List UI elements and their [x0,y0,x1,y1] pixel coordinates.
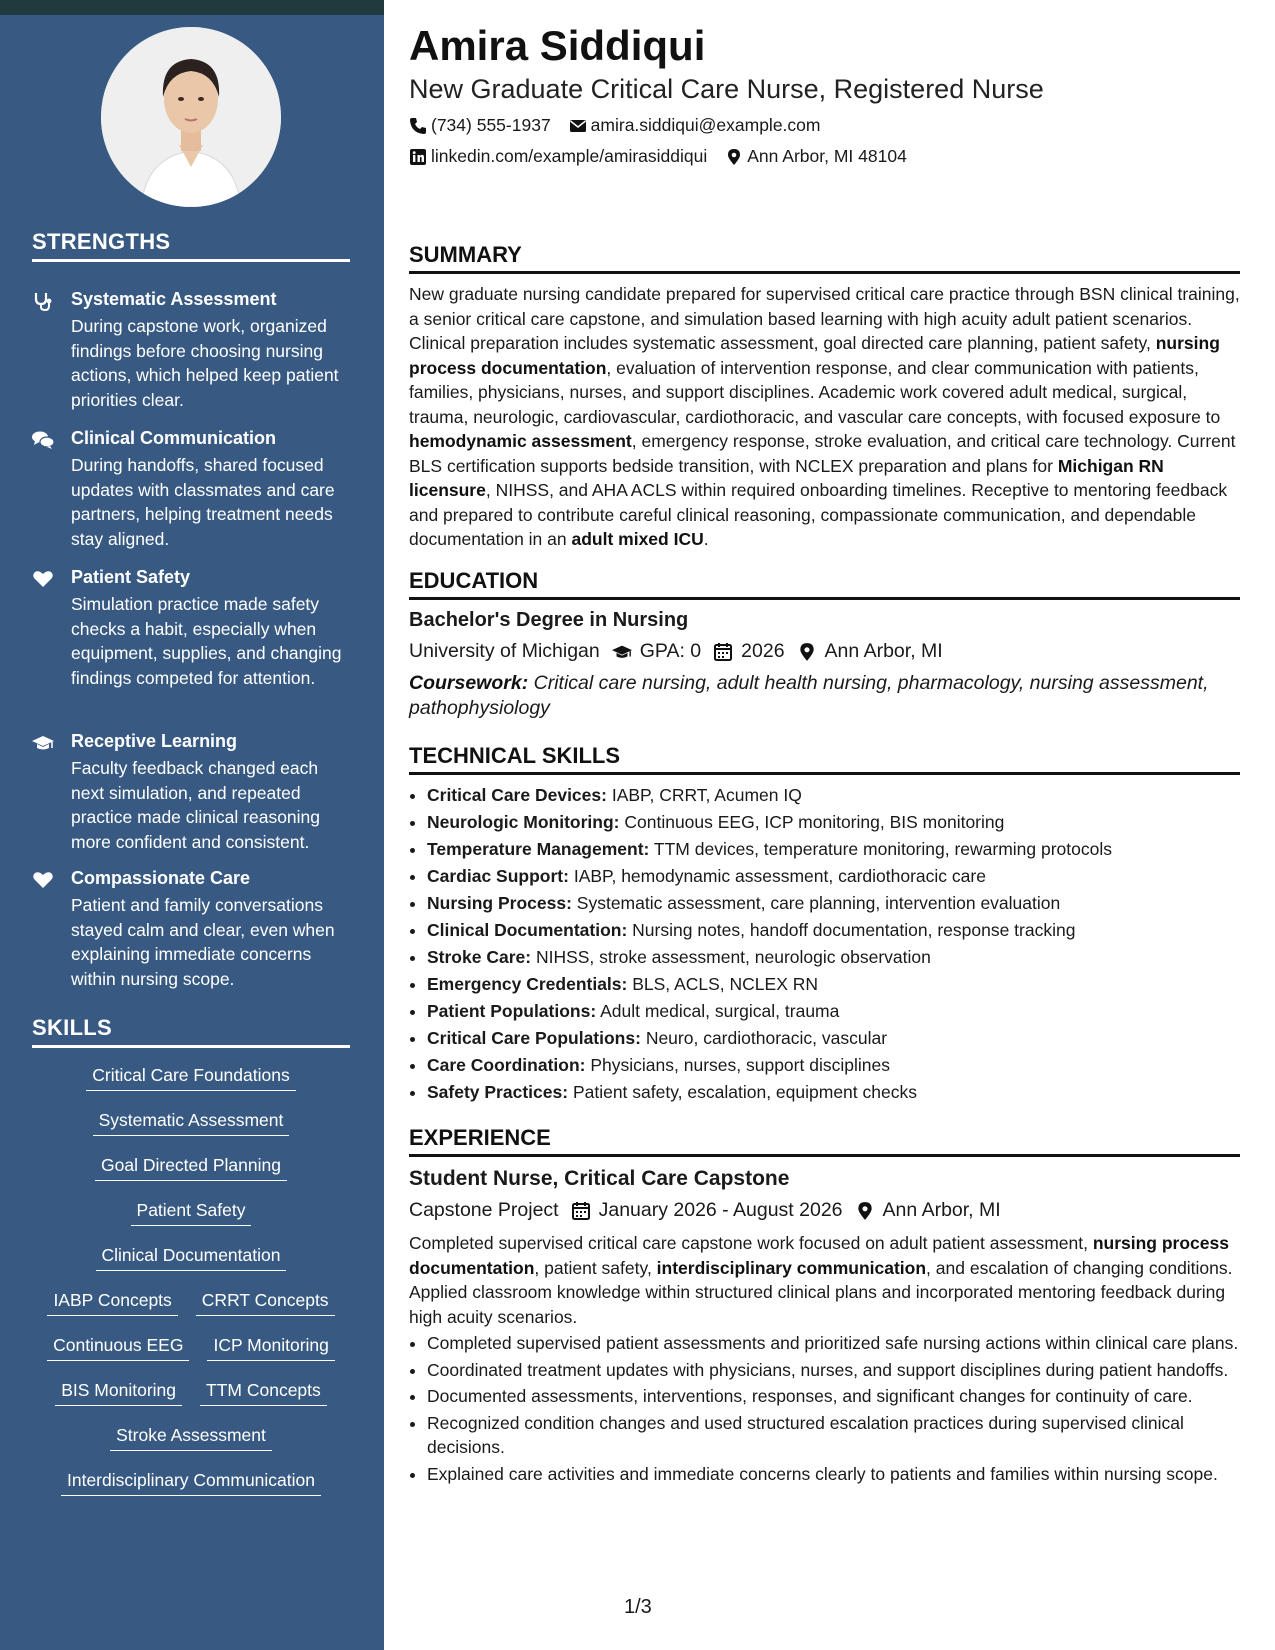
skills-row [32,1110,350,1136]
school-name: University of Michigan [409,640,600,662]
skills-heading: SKILLS [32,1015,350,1048]
strength-description: During capstone work, organized findings before choosing nursing actions, which helped keep patient priorities clear. [71,316,339,410]
skills-row [32,1155,350,1181]
linkedin-url[interactable]: linkedin.com/example/amirasiddiqui [431,146,708,166]
skill-tag: BIS Monitoring [55,1380,182,1406]
list-item: • Neurologic Monitoring: Continuous EEG, ICP monitoring, BIS monitoring [427,809,1258,836]
organization: Capstone Project [409,1199,559,1221]
strength-title: Compassionate Care [71,868,251,888]
list-item: • Documented assessments, interventions, responses, and significant changes for continuity of care. [427,1384,1258,1409]
page-number: 1/3 [624,1596,652,1618]
education-meta [409,640,943,663]
list-item: • Explained care activities and immediate concerns clearly to patients and families within nursing scope. [427,1462,1258,1487]
list-item: • Emergency Credentials: BLS, ACLS, NCLEX RN [427,971,1258,998]
strengths-heading: STRENGTHS [32,229,350,262]
list-item: • Care Coordination: Physicians, nurses, support disciplines [427,1052,1258,1079]
skill-tag: Patient Safety [131,1200,252,1226]
map-pin-icon [797,642,817,662]
heart-icon [32,870,54,890]
skills-row [32,1425,350,1451]
skill-tag: Interdisciplinary Communication [61,1470,321,1496]
map-pin-icon [725,148,743,166]
skills-row [32,1470,350,1496]
list-item: • Clinical Documentation: Nursing notes, handoff documentation, response tracking [427,917,1258,944]
calendar-icon [713,642,733,662]
list-item: • Nursing Process: Systematic assessment, care planning, intervention evaluation [427,890,1258,917]
graduation-cap-icon [612,642,632,662]
list-item: • Cardiac Support: IABP, hemodynamic assessment, cardiothoracic care [427,863,1258,890]
skill-tag: IABP Concepts [47,1290,177,1316]
education-heading: EDUCATION [409,568,1240,600]
experience-meta [409,1199,1001,1222]
linkedin-icon [409,148,427,166]
list-item: • Coordinated treatment updates with physicians, nurses, and support disciplines during patient handoffs. [427,1358,1258,1383]
heart-icon [32,569,54,589]
strength-description: Simulation practice made safety checks a habit, especially when equipment, supplies, and changing findings competed for attention. [71,594,342,688]
strength-description: Patient and family conversations stayed calm and clear, even when explaining immediate concerns within nursing scope. [71,895,335,989]
skill-tag: Clinical Documentation [96,1245,287,1271]
skill-tag: Critical Care Foundations [86,1065,295,1091]
skills-row [32,1335,350,1361]
skills-row [32,1380,350,1406]
strength-description: During handoffs, shared focused updates with classmates and care partners, helping treatment needs stay aligned. [71,455,335,549]
summary-heading: SUMMARY [409,242,1240,274]
technical-skills-list [409,782,1258,1106]
strength-description: Faculty feedback changed each next simulation, and repeated practice made clinical reasoning more confident and consistent. [71,758,321,852]
list-item: • Temperature Management: TTM devices, temperature monitoring, rewarming protocols [427,836,1258,863]
location: Ann Arbor, MI 48104 [747,146,907,166]
experience-location: Ann Arbor, MI [882,1199,1001,1221]
contact-row [409,115,820,136]
phone-number[interactable]: (734) 555-1937 [431,115,551,135]
strength-title: Clinical Communication [71,428,277,448]
phone-icon [409,117,427,135]
skill-tag: TTM Concepts [200,1380,327,1406]
graduation-cap-icon [32,733,54,753]
degree-title: Bachelor's Degree in Nursing [409,609,689,631]
envelope-icon [569,117,587,135]
stethoscope-icon [32,291,54,311]
gpa: GPA: 0 [639,640,702,662]
strength-title: Systematic Assessment [71,289,277,309]
experience-bullets [409,1331,1258,1488]
experience-heading: EXPERIENCE [409,1125,1240,1157]
graduation-year: 2026 [741,640,785,662]
strength-title: Receptive Learning [71,731,238,751]
avatar [101,27,281,207]
calendar-icon [571,1201,591,1221]
skill-tag: Continuous EEG [47,1335,189,1361]
skill-tag: Stroke Assessment [110,1425,272,1451]
skill-tag: Systematic Assessment [93,1110,290,1136]
list-item: • Recognized condition changes and used structured escalation practices during supervised clinical decisions. [427,1411,1258,1460]
list-item: • Critical Care Populations: Neuro, cardiothoracic, vascular [427,1025,1258,1052]
skills-row [32,1065,350,1091]
role-title: Student Nurse, Critical Care Capstone [409,1167,790,1190]
list-item: • Completed supervised patient assessments and prioritized safe nursing actions within clinical care plans. [427,1331,1258,1356]
experience-summary: Completed supervised critical care capstone work focused on adult patient assessment, nursing process documentation, patient safety, interdisciplinary communication, and escalation of changing conditions. Applied classroom knowledge within structured clinical plans and incorporated mentoring feedback during high acuity scenarios. [409,1233,1233,1327]
strength-title: Patient Safety [71,567,191,587]
top-accent-band [0,0,384,15]
technical-skills-heading: TECHNICAL SKILLS [409,743,1240,775]
sidebar [0,15,384,1650]
skills-row [32,1290,350,1316]
email-address[interactable]: amira.siddiqui@example.com [590,115,821,135]
skill-tag: Goal Directed Planning [95,1155,287,1181]
experience-dates: January 2026 - August 2026 [598,1199,843,1221]
education-location: Ann Arbor, MI [824,640,943,662]
skills-row [32,1245,350,1271]
summary-text: New graduate nursing candidate prepared for supervised critical care practice through BSN clinical training, a senior critical care capstone, and simulation based learning with high acuity adult patient scenarios. Clinical preparation includes systematic assessment, goal directed care planning, patient safety, nursing process documentation, evaluation of intervention response, and clear communication with patients, families, physicians, nurses, and support disciplines. Academic work covered adult medical, surgical, trauma, neurologic, cardiovascular, cardiothoracic, and vascular care concepts, with focused exposure to hemodynamic assessment, emergency response, stroke evaluation, and critical care technology. Current BLS certification supports bedside transition, with NCLEX preparation and plans for Michigan RN licensure, NIHSS, and AHA ACLS within required onboarding timelines. Receptive to mentoring feedback and prepared to contribute careful clinical reasoning, compassionate communication, and dependable documentation in an adult mixed ICU. [409,284,1240,549]
list-item: • Patient Populations: Adult medical, surgical, trauma [427,998,1258,1025]
list-item: • Safety Practices: Patient safety, escalation, equipment checks [427,1079,1258,1106]
skill-tag: CRRT Concepts [196,1290,335,1316]
skills-row [32,1200,350,1226]
map-pin-icon [855,1201,875,1221]
skill-tag: ICP Monitoring [207,1335,334,1361]
contact-row [409,146,907,167]
coursework: Coursework: Critical care nursing, adult health nursing, pharmacology, nursing assessment, pathophysiology [409,672,1209,719]
chat-bubbles-icon [32,430,54,450]
list-item: • Stroke Care: NIHSS, stroke assessment, neurologic observation [427,944,1258,971]
candidate-title: New Graduate Critical Care Nurse, Registered Nurse [409,74,1044,104]
candidate-name: Amira Siddiqui [409,22,706,69]
list-item: • Critical Care Devices: IABP, CRRT, Acumen IQ [427,782,1258,809]
